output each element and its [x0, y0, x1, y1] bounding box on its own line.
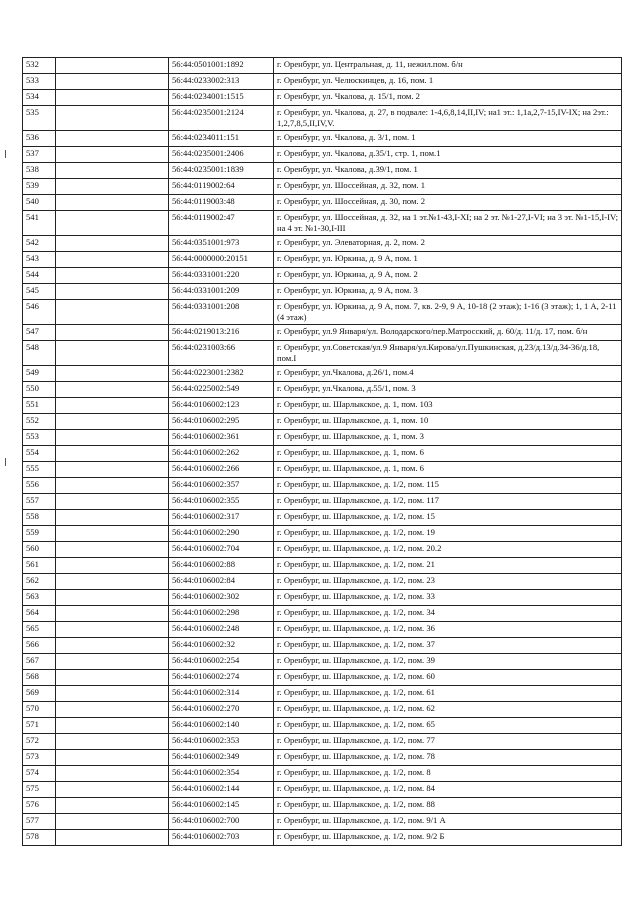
cadastral-number-cell: 56:44:0106002:354 [169, 766, 274, 782]
table-row [23, 718, 622, 734]
address-cell: г. Оренбург, ул. Чкалова, д.35/1, стр. 1, пом.1 [274, 147, 622, 163]
cadastral-number-cell: 56:44:0106002:254 [169, 654, 274, 670]
address-cell: г. Оренбург, ш. Шарлыкское, д. 1/2, пом. 21 [274, 558, 622, 574]
cadastral-number-cell: 56:44:0106002:700 [169, 814, 274, 830]
cadastral-number-cell: 56:44:0106002:703 [169, 830, 274, 846]
table-row [23, 558, 622, 574]
cadastral-number-cell: 56:44:0223001:2382 [169, 366, 274, 382]
row-number-cell: 537 [23, 147, 56, 163]
row-number-cell: 542 [23, 236, 56, 252]
cadastral-number-cell: 56:44:0106002:290 [169, 526, 274, 542]
cadastral-number-cell: 56:44:0106002:317 [169, 510, 274, 526]
empty-cell [56, 366, 169, 382]
empty-cell [56, 526, 169, 542]
table-row [23, 702, 622, 718]
table-row [23, 734, 622, 750]
address-cell: г. Оренбург, ул. Шоссейная, д. 32, на 1 эт.№1-43,I-XI; на 2 эт. №1-27,I-VI; на 3 эт. №1-15,I-IV; на 4 эт. №1-30,I-III [274, 211, 622, 236]
empty-cell [56, 74, 169, 90]
empty-cell [56, 494, 169, 510]
row-number-cell: 558 [23, 510, 56, 526]
table-row [23, 798, 622, 814]
table-row [23, 236, 622, 252]
empty-cell [56, 574, 169, 590]
cadastral-number-cell: 56:44:0119002:64 [169, 179, 274, 195]
table-row [23, 147, 622, 163]
address-cell: г. Оренбург, ш. Шарлыкское, д. 1/2, пом. 115 [274, 478, 622, 494]
cadastral-number-cell: 56:44:0106002:295 [169, 414, 274, 430]
address-cell: г. Оренбург, ш. Шарлыкское, д. 1/2, пом. 61 [274, 686, 622, 702]
table-row [23, 106, 622, 131]
cadastral-number-cell: 56:44:0106002:144 [169, 782, 274, 798]
row-number-cell: 539 [23, 179, 56, 195]
address-cell: г. Оренбург, ш. Шарлыкское, д. 1/2, пом. 23 [274, 574, 622, 590]
address-cell: г. Оренбург, ш. Шарлыкское, д. 1/2, пом. 9/1 А [274, 814, 622, 830]
empty-cell [56, 510, 169, 526]
row-number-cell: 577 [23, 814, 56, 830]
scan-margin-mark [5, 150, 6, 158]
table-row [23, 622, 622, 638]
empty-cell [56, 252, 169, 268]
empty-cell [56, 325, 169, 341]
empty-cell [56, 90, 169, 106]
address-cell: г. Оренбург, ш. Шарлыкское, д. 1/2, пом. 37 [274, 638, 622, 654]
empty-cell [56, 702, 169, 718]
cadastral-number-cell: 56:44:0106002:349 [169, 750, 274, 766]
cadastral-number-cell: 56:44:0106002:353 [169, 734, 274, 750]
row-number-cell: 544 [23, 268, 56, 284]
address-cell: г. Оренбург, ул. Юркина, д. 9 А, пом. 7, кв. 2-9, 9 А, 10-18 (2 этаж); 1-16 (3 этаж); 1, 1 А, 2-11 (4 этаж) [274, 300, 622, 325]
cadastral-number-cell: 56:44:0219013:216 [169, 325, 274, 341]
address-cell: г. Оренбург, ш. Шарлыкское, д. 1, пом. 103 [274, 398, 622, 414]
table-row [23, 430, 622, 446]
row-number-cell: 556 [23, 478, 56, 494]
registry-table [22, 57, 622, 846]
address-cell: г. Оренбург, ул. Чкалова, д. 3/1, пом. 1 [274, 131, 622, 147]
empty-cell [56, 398, 169, 414]
address-cell: г. Оренбург, ул. Элеваторная, д. 2, пом. 2 [274, 236, 622, 252]
table-row [23, 654, 622, 670]
address-cell: г. Оренбург, ш. Шарлыкское, д. 1, пом. 6 [274, 446, 622, 462]
row-number-cell: 578 [23, 830, 56, 846]
table-row [23, 90, 622, 106]
row-number-cell: 566 [23, 638, 56, 654]
row-number-cell: 548 [23, 341, 56, 366]
empty-cell [56, 686, 169, 702]
cadastral-number-cell: 56:44:0119003:48 [169, 195, 274, 211]
empty-cell [56, 542, 169, 558]
empty-cell [56, 211, 169, 236]
cadastral-number-cell: 56:44:0235001:2406 [169, 147, 274, 163]
address-cell: г. Оренбург, ул. Чкалова, д.39/1, пом. 1 [274, 163, 622, 179]
table-row [23, 382, 622, 398]
cadastral-number-cell: 56:44:0225002:549 [169, 382, 274, 398]
table-row [23, 510, 622, 526]
empty-cell [56, 750, 169, 766]
cadastral-number-cell: 56:44:0331001:220 [169, 268, 274, 284]
row-number-cell: 563 [23, 590, 56, 606]
cadastral-number-cell: 56:44:0000000:20151 [169, 252, 274, 268]
row-number-cell: 569 [23, 686, 56, 702]
empty-cell [56, 718, 169, 734]
cadastral-number-cell: 56:44:0106002:274 [169, 670, 274, 686]
empty-cell [56, 734, 169, 750]
cadastral-number-cell: 56:44:0106002:266 [169, 462, 274, 478]
empty-cell [56, 382, 169, 398]
row-number-cell: 546 [23, 300, 56, 325]
table-row [23, 131, 622, 147]
table-row [23, 814, 622, 830]
empty-cell [56, 414, 169, 430]
cadastral-number-cell: 56:44:0106002:314 [169, 686, 274, 702]
table-row [23, 341, 622, 366]
address-cell: г. Оренбург, ул.Чкалова, д.55/1, пом. 3 [274, 382, 622, 398]
address-cell: г. Оренбург, ш. Шарлыкское, д. 1/2, пом. 15 [274, 510, 622, 526]
cadastral-number-cell: 56:44:0106002:32 [169, 638, 274, 654]
empty-cell [56, 830, 169, 846]
table-row [23, 195, 622, 211]
row-number-cell: 572 [23, 734, 56, 750]
cadastral-number-cell: 56:44:0351001:973 [169, 236, 274, 252]
address-cell: г. Оренбург, ул. Чкалова, д. 27, в подвале: 1-4,6,8,14,II,IV; на1 эт.: 1,1а,2,7-15,IV-IX; на 2эт.: 1,2,7,8,5,II,IV,V. [274, 106, 622, 131]
row-number-cell: 552 [23, 414, 56, 430]
cadastral-number-cell: 56:44:0106002:355 [169, 494, 274, 510]
row-number-cell: 536 [23, 131, 56, 147]
table-row [23, 638, 622, 654]
address-cell: г. Оренбург, ш. Шарлыкское, д. 1/2, пом. 65 [274, 718, 622, 734]
cadastral-number-cell: 56:44:0106002:140 [169, 718, 274, 734]
row-number-cell: 550 [23, 382, 56, 398]
table-row [23, 766, 622, 782]
table-row [23, 325, 622, 341]
empty-cell [56, 462, 169, 478]
cadastral-number-cell: 56:44:0106002:298 [169, 606, 274, 622]
empty-cell [56, 638, 169, 654]
address-cell: г. Оренбург, ш. Шарлыкское, д. 1/2, пом. 84 [274, 782, 622, 798]
row-number-cell: 573 [23, 750, 56, 766]
cadastral-number-cell: 56:44:0106002:145 [169, 798, 274, 814]
address-cell: г. Оренбург, ул.Советская/ул.9 Января/ул.Кирова/ул.Пушкинская, д.23/д.13/д.34-36/д.18, пом.I [274, 341, 622, 366]
table-row [23, 398, 622, 414]
cadastral-number-cell: 56:44:0106002:88 [169, 558, 274, 574]
row-number-cell: 547 [23, 325, 56, 341]
address-cell: г. Оренбург, ш. Шарлыкское, д. 1/2, пом. 19 [274, 526, 622, 542]
row-number-cell: 568 [23, 670, 56, 686]
row-number-cell: 534 [23, 90, 56, 106]
cadastral-number-cell: 56:44:0234001:1515 [169, 90, 274, 106]
table-row [23, 446, 622, 462]
address-cell: г. Оренбург, ш. Шарлыкское, д. 1/2, пом. 36 [274, 622, 622, 638]
table-row [23, 574, 622, 590]
cadastral-number-cell: 56:44:0106002:84 [169, 574, 274, 590]
row-number-cell: 576 [23, 798, 56, 814]
row-number-cell: 545 [23, 284, 56, 300]
address-cell: г. Оренбург, ш. Шарлыкское, д. 1/2, пом. 78 [274, 750, 622, 766]
address-cell: г. Оренбург, ул. Юркина, д. 9 А, пом. 3 [274, 284, 622, 300]
empty-cell [56, 798, 169, 814]
address-cell: г. Оренбург, ш. Шарлыкское, д. 1/2, пом. 39 [274, 654, 622, 670]
address-cell: г. Оренбург, ул. Юркина, д. 9 А, пом. 2 [274, 268, 622, 284]
empty-cell [56, 766, 169, 782]
empty-cell [56, 131, 169, 147]
address-cell: г. Оренбург, ш. Шарлыкское, д. 1/2, пом. 77 [274, 734, 622, 750]
cadastral-number-cell: 56:44:0235001:1839 [169, 163, 274, 179]
address-cell: г. Оренбург, ш. Шарлыкское, д. 1/2, пом. 34 [274, 606, 622, 622]
table-row [23, 494, 622, 510]
table-row [23, 366, 622, 382]
row-number-cell: 549 [23, 366, 56, 382]
table-row [23, 526, 622, 542]
empty-cell [56, 654, 169, 670]
empty-cell [56, 58, 169, 74]
address-cell: г. Оренбург, ул. Шоссейная, д. 32, пом. 1 [274, 179, 622, 195]
row-number-cell: 567 [23, 654, 56, 670]
table-row [23, 462, 622, 478]
table-row [23, 252, 622, 268]
address-cell: г. Оренбург, ш. Шарлыкское, д. 1/2, пом. 33 [274, 590, 622, 606]
empty-cell [56, 590, 169, 606]
registry-table-body [23, 58, 622, 846]
table-row [23, 163, 622, 179]
table-row [23, 830, 622, 846]
address-cell: г. Оренбург, ул.9 Января/ул. Володарского/пер.Матросский, д. 60/д. 11/д. 17, пом. б/н [274, 325, 622, 341]
table-row [23, 211, 622, 236]
empty-cell [56, 179, 169, 195]
empty-cell [56, 147, 169, 163]
empty-cell [56, 300, 169, 325]
address-cell: г. Оренбург, ш. Шарлыкское, д. 1, пом. 10 [274, 414, 622, 430]
row-number-cell: 571 [23, 718, 56, 734]
row-number-cell: 535 [23, 106, 56, 131]
table-row [23, 300, 622, 325]
table-row [23, 58, 622, 74]
empty-cell [56, 558, 169, 574]
address-cell: г. Оренбург, ш. Шарлыкское, д. 1/2, пом. 62 [274, 702, 622, 718]
row-number-cell: 560 [23, 542, 56, 558]
row-number-cell: 538 [23, 163, 56, 179]
empty-cell [56, 478, 169, 494]
empty-cell [56, 622, 169, 638]
address-cell: г. Оренбург, ш. Шарлыкское, д. 1, пом. 3 [274, 430, 622, 446]
address-cell: г. Оренбург, ул. Шоссейная, д. 30, пом. 2 [274, 195, 622, 211]
table-row [23, 782, 622, 798]
table-row [23, 686, 622, 702]
row-number-cell: 541 [23, 211, 56, 236]
empty-cell [56, 195, 169, 211]
cadastral-number-cell: 56:44:0233002:313 [169, 74, 274, 90]
row-number-cell: 559 [23, 526, 56, 542]
cadastral-number-cell: 56:44:0234011:151 [169, 131, 274, 147]
table-row [23, 179, 622, 195]
address-cell: г. Оренбург, ш. Шарлыкское, д. 1/2, пом. 117 [274, 494, 622, 510]
cadastral-number-cell: 56:44:0231003:66 [169, 341, 274, 366]
empty-cell [56, 284, 169, 300]
row-number-cell: 551 [23, 398, 56, 414]
empty-cell [56, 268, 169, 284]
row-number-cell: 557 [23, 494, 56, 510]
address-cell: г. Оренбург, ш. Шарлыкское, д. 1/2, пом. 8 [274, 766, 622, 782]
cadastral-number-cell: 56:44:0106002:270 [169, 702, 274, 718]
row-number-cell: 540 [23, 195, 56, 211]
address-cell: г. Оренбург, ш. Шарлыкское, д. 1/2, пом. 9/2 Б [274, 830, 622, 846]
empty-cell [56, 670, 169, 686]
empty-cell [56, 446, 169, 462]
address-cell: г. Оренбург, ул.Чкалова, д.26/1, пом.4 [274, 366, 622, 382]
empty-cell [56, 236, 169, 252]
table-row [23, 74, 622, 90]
row-number-cell: 553 [23, 430, 56, 446]
table-row [23, 590, 622, 606]
cadastral-number-cell: 56:44:0106002:302 [169, 590, 274, 606]
row-number-cell: 554 [23, 446, 56, 462]
empty-cell [56, 782, 169, 798]
address-cell: г. Оренбург, ш. Шарлыкское, д. 1/2, пом. 60 [274, 670, 622, 686]
empty-cell [56, 163, 169, 179]
address-cell: г. Оренбург, ул. Юркина, д. 9 А, пом. 1 [274, 252, 622, 268]
cadastral-number-cell: 56:44:0106002:123 [169, 398, 274, 414]
address-cell: г. Оренбург, ул. Челюскинцев, д. 16, пом. 1 [274, 74, 622, 90]
row-number-cell: 575 [23, 782, 56, 798]
cadastral-number-cell: 56:44:0106002:704 [169, 542, 274, 558]
address-cell: г. Оренбург, ш. Шарлыкское, д. 1/2, пом. 20.2 [274, 542, 622, 558]
table-row [23, 478, 622, 494]
cadastral-number-cell: 56:44:0106002:357 [169, 478, 274, 494]
cadastral-number-cell: 56:44:0119002:47 [169, 211, 274, 236]
empty-cell [56, 341, 169, 366]
cadastral-number-cell: 56:44:0235001:2124 [169, 106, 274, 131]
table-row [23, 670, 622, 686]
cadastral-number-cell: 56:44:0106002:248 [169, 622, 274, 638]
address-cell: г. Оренбург, ул. Чкалова, д. 15/1, пом. 2 [274, 90, 622, 106]
cadastral-number-cell: 56:44:0501001:1892 [169, 58, 274, 74]
row-number-cell: 564 [23, 606, 56, 622]
empty-cell [56, 106, 169, 131]
empty-cell [56, 606, 169, 622]
scan-margin-mark [5, 458, 6, 466]
cadastral-number-cell: 56:44:0106002:361 [169, 430, 274, 446]
empty-cell [56, 814, 169, 830]
row-number-cell: 555 [23, 462, 56, 478]
cadastral-number-cell: 56:44:0331001:208 [169, 300, 274, 325]
row-number-cell: 565 [23, 622, 56, 638]
address-cell: г. Оренбург, ул. Центральная, д. 11, нежил.пом. б/н [274, 58, 622, 74]
cadastral-number-cell: 56:44:0106002:262 [169, 446, 274, 462]
cadastral-number-cell: 56:44:0331001:209 [169, 284, 274, 300]
address-cell: г. Оренбург, ш. Шарлыкское, д. 1, пом. 6 [274, 462, 622, 478]
row-number-cell: 574 [23, 766, 56, 782]
row-number-cell: 562 [23, 574, 56, 590]
row-number-cell: 561 [23, 558, 56, 574]
table-row [23, 414, 622, 430]
address-cell: г. Оренбург, ш. Шарлыкское, д. 1/2, пом. 88 [274, 798, 622, 814]
table-row [23, 542, 622, 558]
row-number-cell: 570 [23, 702, 56, 718]
table-row [23, 750, 622, 766]
row-number-cell: 543 [23, 252, 56, 268]
row-number-cell: 533 [23, 74, 56, 90]
table-row [23, 268, 622, 284]
table-row [23, 606, 622, 622]
empty-cell [56, 430, 169, 446]
row-number-cell: 532 [23, 58, 56, 74]
table-row [23, 284, 622, 300]
